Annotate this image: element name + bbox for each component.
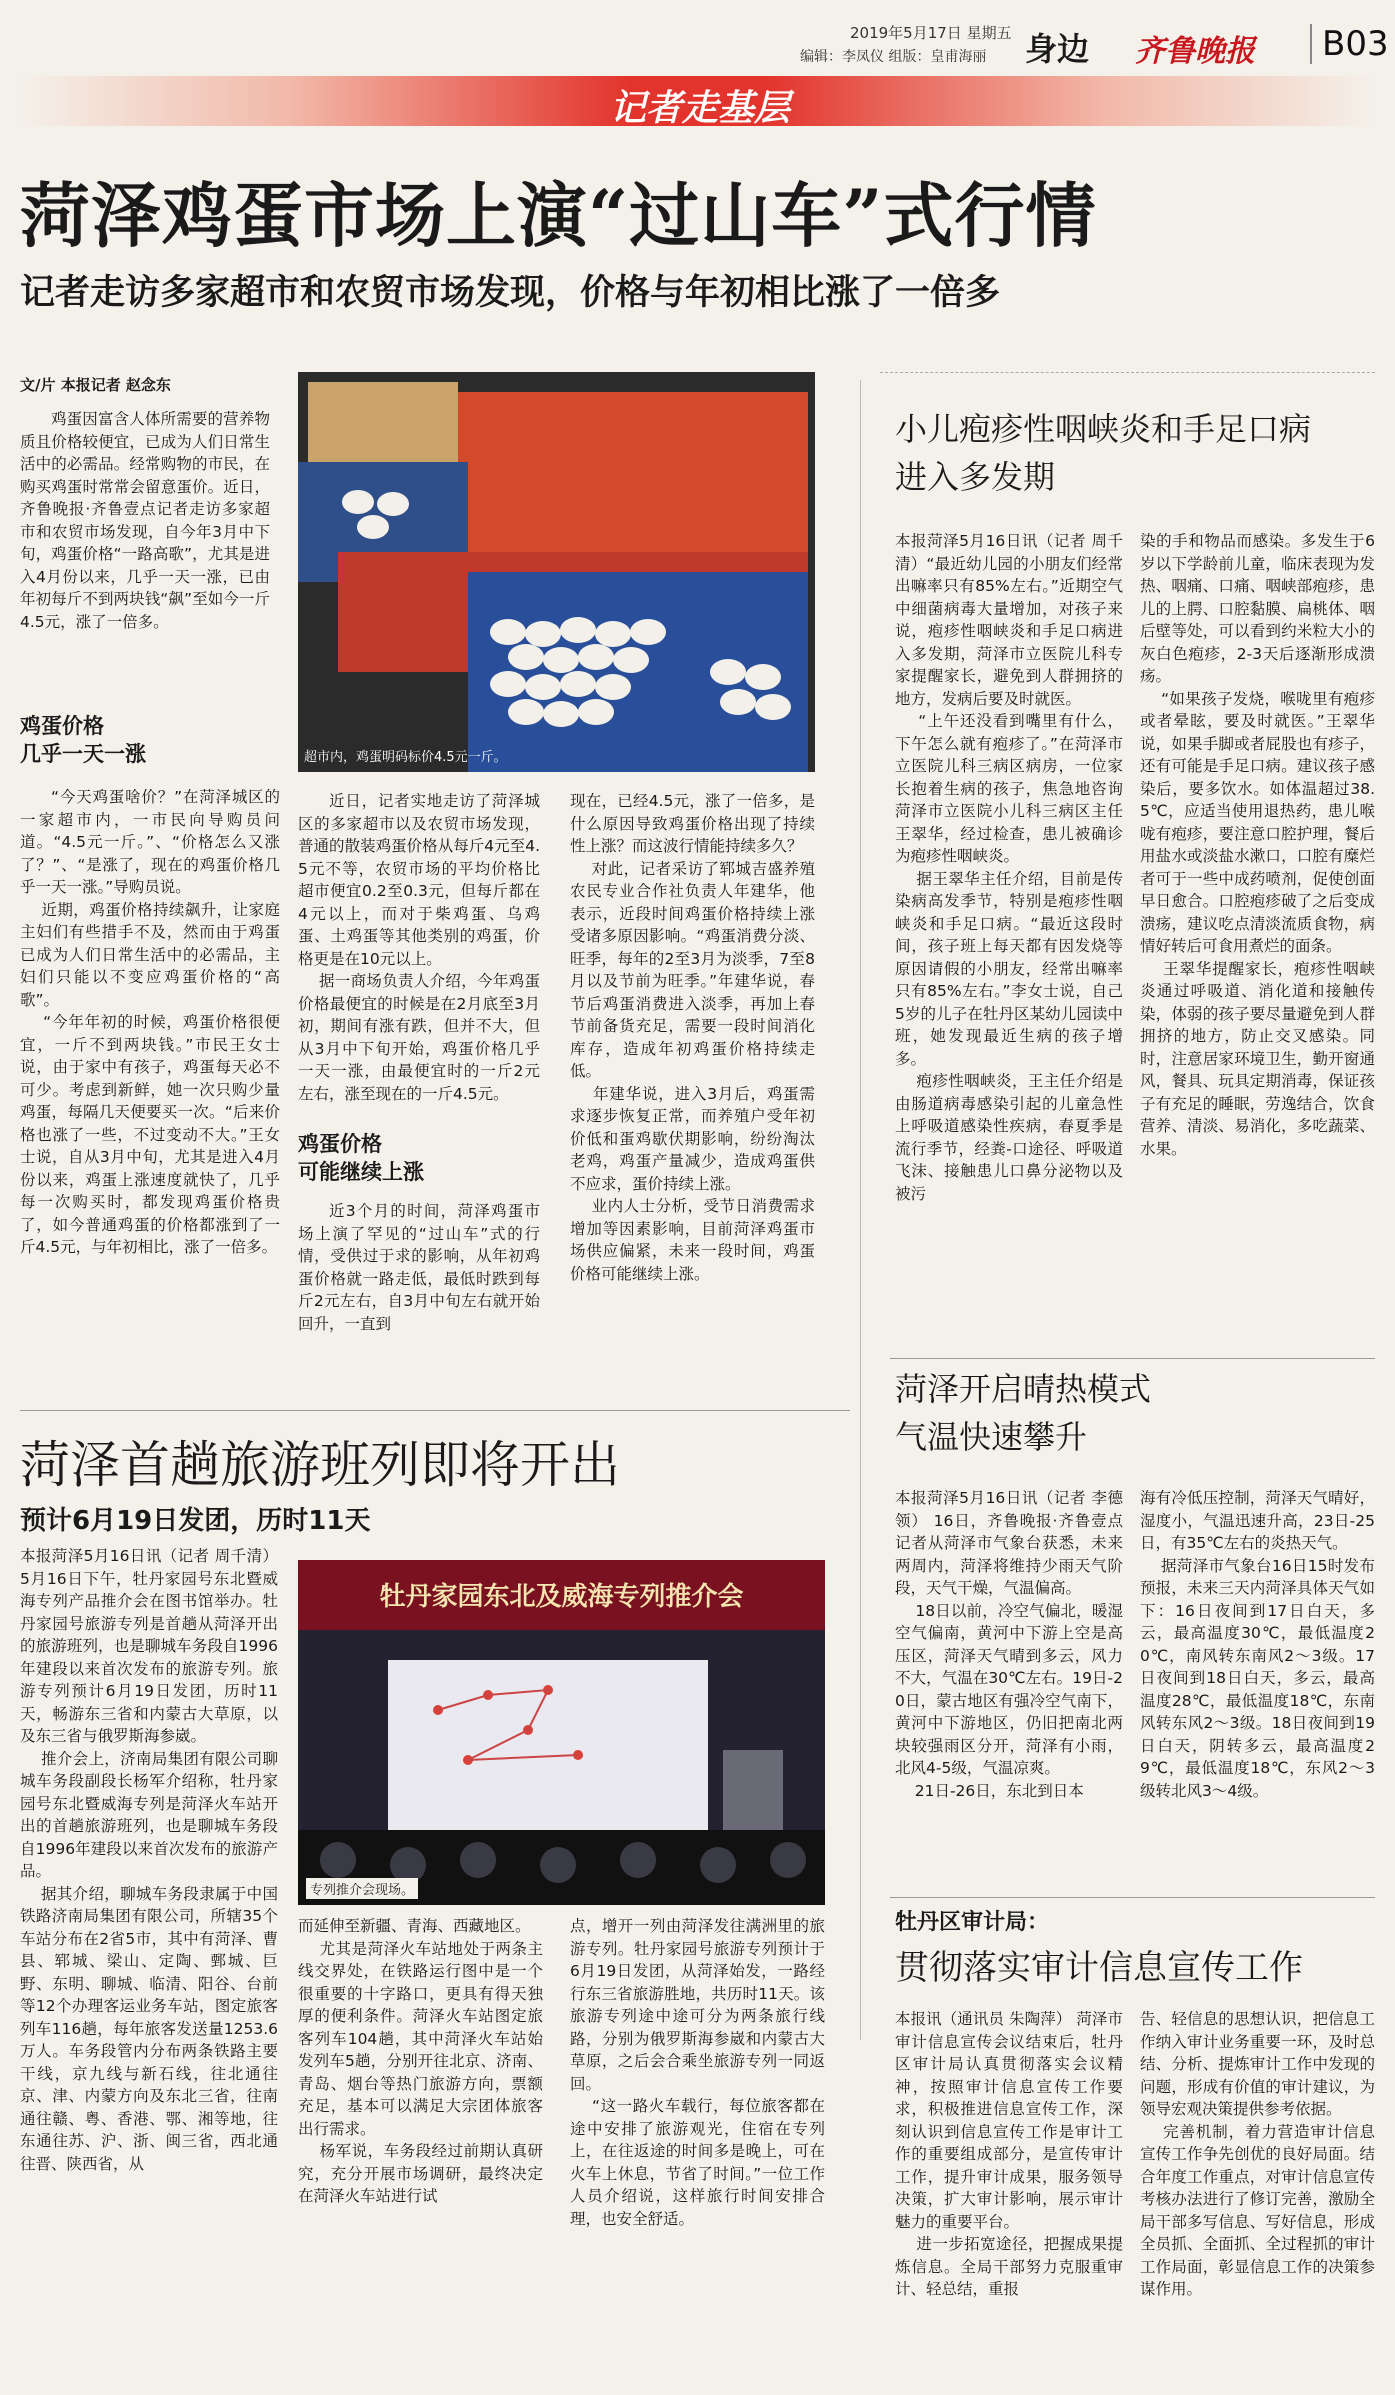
train-photo-banner: 牡丹家园东北及威海专列推介会 <box>379 1582 744 1612</box>
weather-headline: 菏泽开启晴热模式 气温快速攀升 <box>895 1370 1152 1456</box>
lead-subhead-1: 鸡蛋价格 几乎一天一涨 <box>20 714 146 766</box>
weather-column-2: 海有冷低压控制，菏泽天气晴好，湿度小，气温迅速升高，23日-25日，有35℃左右的炎热天气。 据菏泽市气象台16日15时发布预报，未来三天内菏泽具体天气如下：16日夜间到17日白天，多云，最高温度30℃，最低温度20℃，南风转东南风2～3级。17日夜间到18日白天，多云，最高温度28℃，最低温度18℃，东南风转东风2～3级。18日夜间到19日白天，阴转多云，最高温度29℃，最低温度18℃，东风2～3级转北风3～4级。 <box>1140 1489 1375 1800</box>
header-section: 身边 <box>1025 30 1090 68</box>
banner-title: 记者走基层 <box>609 87 790 129</box>
column-divider <box>860 380 861 2040</box>
lead-column-2b: 近3个月的时间，菏泽鸡蛋市场上演了罕见的“过山车”式的行情，受供过于求的影响，从年初鸡蛋价格就一路走低，最低时跌到每斤2元左右，自3月中旬左右就开始回升，一直到 <box>298 1202 540 1333</box>
article-divider-2 <box>890 1897 1375 1898</box>
audit-headline: 贯彻落实审计信息宣传工作 <box>895 1948 1303 1988</box>
audit-column-2: 告、轻信息的思想认识，把信息工作纳入审计业务重要一环，及时总结、分析、提炼审计工作中发现的问题，形成有价值的审计建议，为领导宏观决策提供参考依据。 完善机制，着力营造审计信息宣传工作争先创优的良好局面。结合年度工作重点，对审计信息宣传考核办法进行了修订完善，激励全局干部多写信息、写好信息，形成全员抓、全面抓、全过程抓的审计工作局面，彰显信息工作的决策参谋作用。 <box>1140 2010 1375 2298</box>
train-column-2: 而延伸至新疆、青海、西藏地区。 尤其是菏泽火车站地处于两条主线交界处，在铁路运行图中是一个很重要的十字路口，更具有得天独厚的便利条件。菏泽火车站图定旅客列车104趟，其中菏泽火车站始发列车5趟，分别开往北京、济南、青岛、烟台等热门旅游方向，票额充足，基本可以满足大宗团体旅客出行需求。 杨军说，车务段经过前期认真研究，充分开展市场调研，最终决定在菏泽火车站进行试 <box>298 1917 543 2205</box>
train-photo <box>298 1560 825 1905</box>
lead-column-3: 现在，已经4.5元，涨了一倍多，是什么原因导致鸡蛋价格出现了持续性上涨？而这波行情能持续多久？ 对此，记者采访了郓城吉盛养殖农民专业合作社负责人年建华，他表示，近段时间鸡蛋价格持续上涨受诸多原因影响。“鸡蛋消费分淡、旺季，每年的2至3月为淡季，7至8月以及节前为旺季。”年建华说，春节后鸡蛋消费进入淡季，再加上春节前备货充足，需要一段时间消化库存，造成年初鸡蛋价格持续走低。 年建华说，进入3月后，鸡蛋需求逐步恢复正常，而养殖户受年初价低和蛋鸡歇伏期影响，纷纷淘汰老鸡，鸡蛋产量减少，造成鸡蛋供不应求，蛋价持续上涨。 业内人士分析，受节日消费需求增加等因素影响，目前菏泽鸡蛋市场供应偏紧，未来一段时间，鸡蛋价格可能继续上涨。 <box>570 792 815 1283</box>
header-page-number: B03 <box>1310 24 1389 64</box>
header-paper-logo: 齐鲁晚报 <box>1135 34 1255 69</box>
eggs-photo <box>298 372 815 772</box>
page-header <box>20 20 1389 70</box>
lead-column-1: “今天鸡蛋啥价？”在菏泽城区的一家超市内，一市民向导购员问道。“4.5元一斤。”、“价格怎么又涨了？”、“是涨了，现在的鸡蛋价格几乎一天一涨。”导购员说。 近期，鸡蛋价格持续飙升，让家庭主妇们有些措手不及，然而由于鸡蛋已成为人们日常生活中的必需品，主妇们只能以不变应鸡蛋价格的“高歌”。 “今年年初的时候，鸡蛋价格很便宜，一斤不到两块钱。”市民王女士说，由于家中有孩子，鸡蛋每天必不可少。考虑到新鲜，她一次只购少量鸡蛋，每隔几天便要买一次。“后来价格也涨了一些，不过变动不大。”王女士说，自从3月中旬，尤其是进入4月份以来，鸡蛋上涨速度就快了，几乎每一次购买时，都发现鸡蛋价格贵了，如今普通鸡蛋的价格都涨到了一斤4.5元，与年初相比，涨了一倍多。 <box>20 788 281 1256</box>
lead-column-2: 近日，记者实地走访了菏泽城区的多家超市以及农贸市场发现，普通的散装鸡蛋价格从每斤4元至4.5元不等，农贸市场的平均价格比超市便宜0.2至0.3元，但每斤都在4元以上，而对于柴鸡蛋、乌鸡蛋、土鸡蛋等其他类别的鸡蛋，价格更是在10元以上。 据一商场负责人介绍，今年鸡蛋价格最便宜的时候是在2月底至3月初，期间有涨有跌，但并不大，但从3月中下旬开始，鸡蛋价格几乎一天一涨，由最便宜时的一斤2元左右，涨至现在的一斤4.5元。 <box>298 792 540 1103</box>
lead-byline: 文/片 本报记者 赵念东 <box>20 376 171 394</box>
lead-subheadline: 记者走访多家超市和农贸市场发现，价格与年初相比涨了一倍多 <box>20 273 1001 313</box>
header-dashed-rule <box>880 372 1375 373</box>
eggs-illustration <box>298 372 815 772</box>
hfmd-column-2: 染的手和物品而感染。多发生于6岁以下学龄前儿童，临床表现为发热、咽痛、口痛、咽峡部疱疹，患儿的上腭、口腔黏膜、扁桃体、咽后壁等处，可以看到约米粒大小的灰白色疱疹，2-3天后逐渐形成溃疡。 “如果孩子发烧，喉咙里有疱疹或者晕眩，要及时就医。”王翠华说，如果手脚或者屁股也有疹子，还有可能是手足口病。建议孩子感染后，要多饮水。如体温超过38.5℃，应适当使用退热药，患儿喉咙有疱疹，要注意口腔护理，餐后用盐水或淡盐水漱口，口腔有糜烂者可于一些中成药喷剂，促使创面早日愈合。口腔疱疹破了之后变成溃疡，建议吃点清淡流质食物，病情好转后可食用煮烂的面条。 王翠华提醒家长，疱疹性咽峡炎通过呼吸道、消化道和接触传染，体弱的孩子要尽量避免到人群拥挤的地方，防止交叉感染。同时，注意居家环境卫生，勤开窗通风，餐具、玩具定期消毒，保证孩子有充足的睡眠，劳逸结合，饮食营养、清淡、易消化，多吃蔬菜、水果。 <box>1140 532 1375 1158</box>
weather-column-1: 本报菏泽5月16日讯（记者 李德领） 16日，齐鲁晚报·齐鲁壹点记者从菏泽市气象台获悉，未来两周内，菏泽将维持少雨天气阶段，天气干燥，气温偏高。 18日以前，冷空气偏北，暖湿空气偏南，黄河中下游上空是高压区，菏泽天气晴到多云，风力不大，气温在30℃左右。19日-20日，蒙古地区有强冷空气南下，黄河中下游地区，仍旧把南北两块较强雨区分开，菏泽有小雨，北风4-5级，气温凉爽。 21日-26日，东北到日本 <box>895 1489 1123 1800</box>
lead-subhead-2: 鸡蛋价格 可能继续上涨 <box>298 1132 424 1184</box>
header-editor: 编辑：李凤仪 组版：皇甫海丽 <box>800 49 987 65</box>
train-headline: 菏泽首趟旅游班列即将开出 <box>20 1436 620 1494</box>
hfmd-column-1: 本报菏泽5月16日讯（记者 周千清）“最近幼儿园的小朋友们经常出嘛率只有85%左右。”近期空气中细菌病毒大量增加，对孩子来说，疱疹性咽峡炎和手足口病进入多发期，菏泽市立医院儿科专家提醒家长，避免到人群拥挤的地方，发病后要及时就医。 “上午还没看到嘴里有什么，下午怎么就有疱疹了。”在菏泽市立医院儿科三病区病房，一位家长抱着生病的孩子，焦急地咨询菏泽市立医院小儿科三病区主任王翠华，经过检查，患儿被确诊为疱疹性咽峡炎。 据王翠华主任介绍，目前是传染病高发季节，特别是疱疹性咽峡炎和手足口病。“最近这段时间，孩子班上每天都有因发烧等原因请假的小朋友，经常出嘛率只有85%左右。”李女士说，自己5岁的儿子在牡丹区某幼儿园读中班，她发现最近生病的孩子增多。 疱疹性咽峡炎，王主任介绍是由肠道病毒感染引起的儿童急性上呼吸道感染性疾病，春夏季是流行季节，经粪-口途径、呼吸道飞沫、接触患儿口鼻分泌物以及被污 <box>895 532 1123 1203</box>
audit-kicker: 牡丹区审计局： <box>895 1910 1050 1935</box>
train-photo-caption: 专列推介会现场。 <box>306 1878 418 1899</box>
article-divider-1 <box>890 1358 1375 1359</box>
header-date: 2019年5月17日 星期五 <box>850 24 1012 42</box>
audit-column-1: 本报讯（通讯员 朱陶萍） 菏泽市审计信息宣传会议结束后，牡丹区审计局认真贯彻落实会议精神，按照审计信息宣传工作要求，积极推进信息宣传工作，深刻认识到信息宣传工作是审计工作的重要组成部分，是宣传审计工作，提升审计成果，服务领导决策，扩大审计影响，展示审计魅力的重要平台。 进一步拓宽途径，把握成果提炼信息。全局干部努力克服重审计、轻总结，重报 <box>895 2010 1123 2298</box>
lead-bottom-rule <box>20 1410 850 1411</box>
train-column-3: 点，增开一列由菏泽发往满洲里的旅游专列。牡丹家园号旅游专列预计于6月19日发团，从菏泽始发，一路经行东三省旅游胜地，共历时11天。该旅游专列途中途可分为两条旅行线路，分别为俄罗斯海参崴和内蒙古大草原，之后会合乘坐旅游专列一同返回。 “这一路火车载行，每位旅客都在途中安排了旅游观光，住宿在专列上，在往返途的时间多是晚上，可在火车上休息，节省了时间。”一位工作人员介绍说，这样旅行时间安排合理，也安全舒适。 <box>570 1917 826 2228</box>
train-column-1: 本报菏泽5月16日讯（记者 周千清） 5月16日下午，牡丹家园号东北暨威海专列产品推介会在图书馆举办。牡丹家园号旅游专列是首趟从菏泽开出的旅游班列，也是聊城车务段自1996年建段以来首次发布的旅游专列。旅游专列预计6月19日发团，历时11天，畅游东三省和内蒙古大草原，以及东三省与俄罗斯海参崴。 推介会上，济南局集团有限公司聊城车务段副段长杨军介绍称，牡丹家园号东北暨威海专列是菏泽火车站开出的首趟旅游班列，也是聊城车务段自1996年建段以来首次发布的旅游产品。 据其介绍，聊城车务段隶属于中国铁路济南局集团有限公司，所辖35个车站分布在2省5市，其中有菏泽、曹县、郓城、梁山、定陶、鄄城、巨野、东明、聊城、临清、阳谷、台前等12个办理客运业务车站，图定旅客列车116趟，每年旅客发送量1253.6万人。车务段管内分布两条铁路主要干线，京九线与新石线，往北通往京、津、内蒙方向及东北三省，往南通往赣、粤、香港、鄂、湘等地，往东通往苏、沪、浙、闽三省，西北通往晋、陕西省，从 <box>20 1547 278 2173</box>
lead-intro: 鸡蛋因富含人体所需要的营养物质且价格较便宜，已成为人们日常生活中的必需品。经常购物的市民，在购买鸡蛋时常常会留意蛋价。近日，齐鲁晚报·齐鲁壹点记者走访多家超市和农贸市场发现，自今年3月中下旬，鸡蛋价格“一路高歌”，尤其是进入4月份以来，几乎一天一涨，已由年初每斤不到两块钱“飙”至如今一斤4.5元，涨了一倍多。 <box>20 410 270 631</box>
section-banner <box>20 76 1375 129</box>
hfmd-headline: 小儿疱疹性咽峡炎和手足口病 进入多发期 <box>895 410 1312 496</box>
lead-headline: 菏泽鸡蛋市场上演“过山车”式行情 <box>20 174 1097 257</box>
train-subheadline: 预计6月19日发团，历时11天 <box>20 1506 371 1536</box>
eggs-photo-caption: 超市内，鸡蛋明码标价4.5元一斤。 <box>304 750 507 765</box>
